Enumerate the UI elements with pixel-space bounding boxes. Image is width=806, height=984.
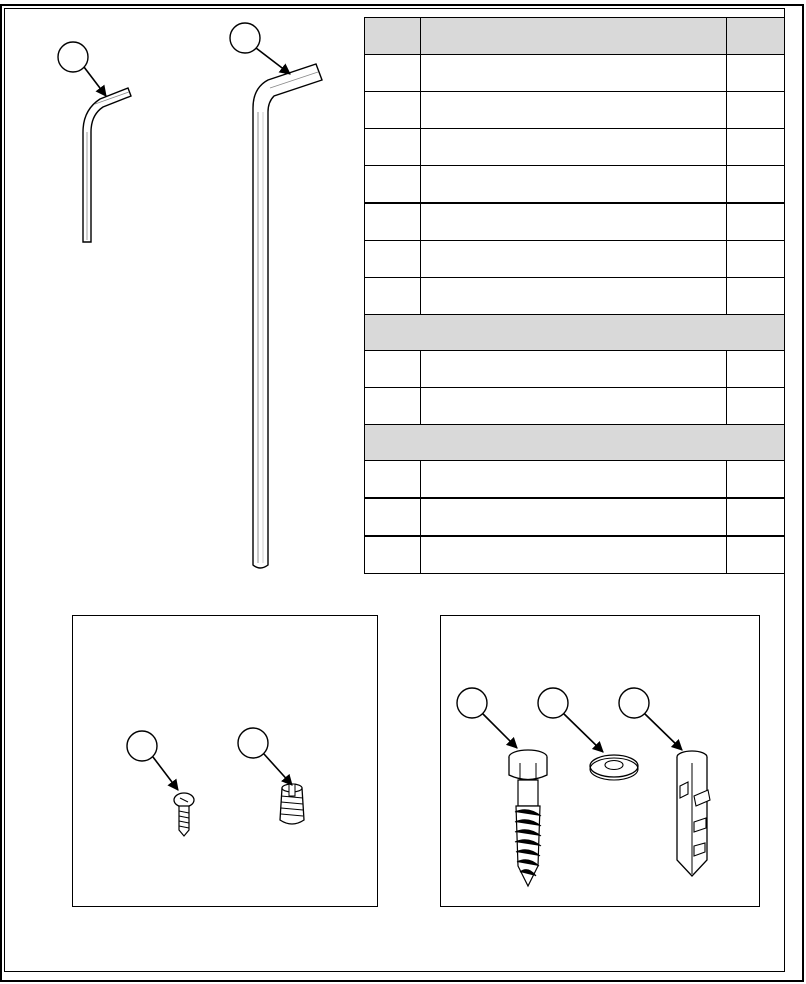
screw-icon bbox=[127, 731, 194, 836]
callout-circle bbox=[238, 728, 268, 758]
hex-lag-bolt-icon bbox=[457, 688, 547, 886]
large-allen-key-icon bbox=[230, 23, 322, 568]
callout-circle bbox=[127, 731, 157, 761]
callout-circle bbox=[457, 688, 487, 718]
small-allen-key-icon bbox=[58, 42, 131, 242]
callout-circle bbox=[619, 688, 649, 718]
callout-circle bbox=[230, 23, 260, 53]
threaded-insert-icon bbox=[238, 728, 304, 824]
wall-anchor-icon bbox=[619, 688, 710, 876]
callout-circle bbox=[538, 688, 568, 718]
